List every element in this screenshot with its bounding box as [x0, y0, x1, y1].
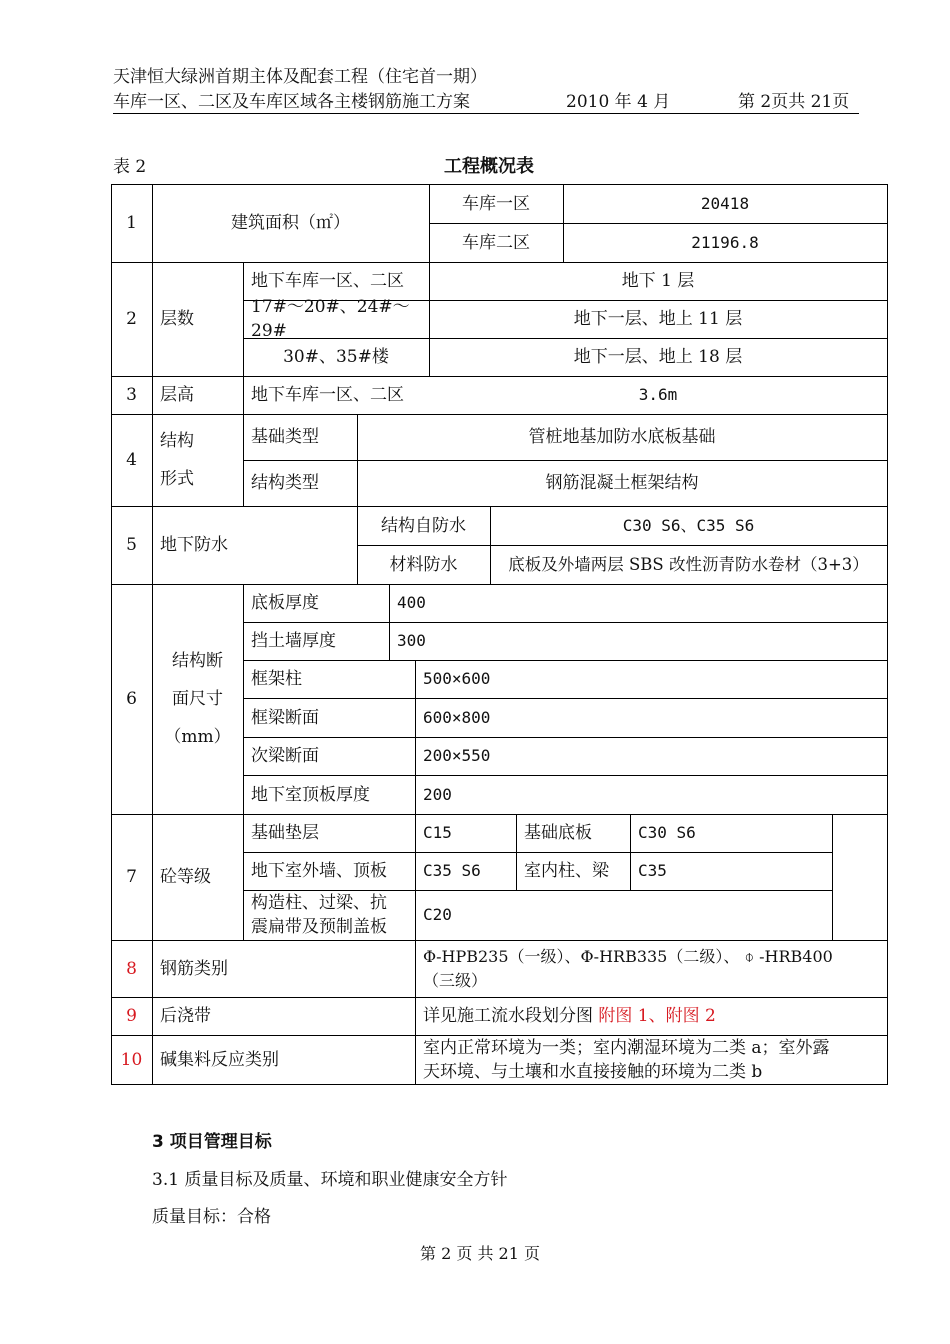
roof-slab-value: 200	[423, 784, 452, 804]
row-number: 9	[126, 1006, 137, 1026]
foundation-type-value: 管桩地基加防水底板基础	[528, 427, 716, 447]
row-number: 8	[126, 958, 137, 979]
self-waterproof-value: C30 S6、C35 S6	[622, 515, 755, 535]
structure-form-label: 结构 形式	[160, 431, 194, 489]
structure-type-label: 结构类型	[251, 473, 319, 493]
floor-height-scope: 地下车库一区、二区	[251, 385, 404, 405]
floors-garage-value: 地下 1 层	[621, 271, 695, 291]
row-number: 4	[126, 450, 137, 470]
secondary-beam-value: 200×550	[423, 746, 491, 765]
retaining-wall-value: 300	[397, 631, 426, 650]
structure-type-value: 钢筋混凝土框架结构	[545, 473, 699, 493]
exterior-wall-value: C35 S6	[423, 861, 481, 880]
frame-beam-value: 600×800	[423, 707, 491, 727]
floors-garage-label: 地下车库一区、二区	[251, 271, 404, 291]
material-waterproof-value: 底板及外墙两层 SBS 改性沥青防水卷材（3+3）	[508, 554, 869, 574]
column-beam-value: C35	[638, 861, 667, 880]
secondary-beam-label: 次梁断面	[251, 746, 319, 766]
base-slab-value: C30 S6	[638, 823, 696, 842]
table-label: 表 2	[113, 157, 147, 177]
header-doc-title: 车库一区、二区及车库区域各主楼钢筋施工方案	[113, 92, 470, 112]
row-number: 10	[120, 1049, 143, 1070]
floor-height-value: 3.6m	[638, 385, 678, 404]
floors-buildings-a-label: 17#～20#、24#～29#	[251, 297, 410, 341]
section-size-label: 结构断 面尺寸 （mm）	[164, 651, 231, 747]
header-project-title: 天津恒大绿洲首期主体及配套工程（住宅首一期）	[113, 67, 487, 87]
foundation-type-label: 基础类型	[251, 427, 319, 447]
retaining-wall-label: 挡土墙厚度	[251, 631, 336, 651]
floor-height-label: 层高	[160, 385, 194, 405]
concrete-grade-label: 砼等级	[160, 867, 211, 887]
row-number: 7	[126, 867, 137, 887]
precast-members-label: 构造柱、过梁、抗 震扁带及预制盖板	[251, 893, 387, 937]
frame-column-value: 500×600	[423, 669, 491, 688]
precast-members-value: C20	[423, 905, 452, 924]
slab-thickness-label: 底板厚度	[251, 593, 319, 613]
floors-buildings-b-value: 地下一层、地上 18 层	[573, 347, 743, 367]
building-area-label: 建筑面积（㎡）	[231, 213, 350, 233]
garage-zone1-area: 20418	[700, 193, 750, 213]
rebar-type-label: 钢筋类别	[160, 958, 228, 979]
alkali-aggregate-value: 室内正常环境为一类；室内潮湿环境为二类 a；室外露 天环境、与土壤和水直接接触的环境为二类 b	[423, 1037, 830, 1082]
garage-zone2-label: 车库二区	[462, 232, 530, 253]
self-waterproof-label: 结构自防水	[381, 515, 466, 536]
post-pour-strip-label: 后浇带	[160, 1006, 211, 1026]
footer-page-number: 第 2 页 共 21 页	[420, 1244, 540, 1263]
exterior-wall-label: 地下室外墙、顶板	[251, 861, 387, 881]
row-number: 5	[126, 535, 137, 555]
roof-slab-label: 地下室顶板厚度	[251, 784, 370, 805]
frame-beam-label: 框梁断面	[251, 707, 319, 728]
post-pour-strip-value: 详见施工流水段划分图 附图 1、附图 2	[423, 1006, 716, 1026]
row-number: 6	[126, 689, 137, 709]
cushion-layer-value: C15	[423, 823, 452, 842]
header-rule	[113, 113, 859, 114]
row-number: 2	[126, 309, 137, 329]
floors-buildings-a-value: 地下一层、地上 11 层	[573, 309, 743, 329]
alkali-aggregate-label: 碱集料反应类别	[160, 1049, 279, 1070]
floors-buildings-b-label: 30#、35#楼	[283, 347, 389, 367]
frame-column-label: 框架柱	[251, 669, 302, 689]
slab-thickness-value: 400	[397, 593, 426, 612]
waterproofing-label: 地下防水	[160, 535, 228, 555]
row-number: 1	[126, 213, 137, 233]
subsection-heading: 3.1 质量目标及质量、环境和职业健康安全方针	[152, 1170, 508, 1190]
table-title: 工程概况表	[444, 156, 534, 177]
garage-zone2-area: 21196.8	[691, 232, 759, 252]
cushion-layer-label: 基础垫层	[251, 823, 319, 843]
rebar-type-value: Φ-HPB235（一级）、Φ-HRB335（二级）、 ⌽ -HRB400 （三级）	[423, 946, 833, 990]
appendix-reference: 附图 1、附图 2	[598, 1006, 716, 1026]
column-beam-label: 室内柱、梁	[524, 861, 609, 881]
header-page-number: 第 2页共 21页	[738, 92, 850, 112]
section-heading: 3 项目管理目标	[152, 1132, 272, 1152]
garage-zone1-label: 车库一区	[462, 193, 530, 214]
material-waterproof-label: 材料防水	[389, 554, 458, 575]
floors-label: 层数	[160, 309, 194, 329]
base-slab-label: 基础底板	[524, 823, 592, 843]
quality-target: 质量目标：合格	[152, 1207, 271, 1227]
row-number: 3	[126, 385, 137, 405]
header-date: 2010 年 4 月	[566, 92, 671, 112]
